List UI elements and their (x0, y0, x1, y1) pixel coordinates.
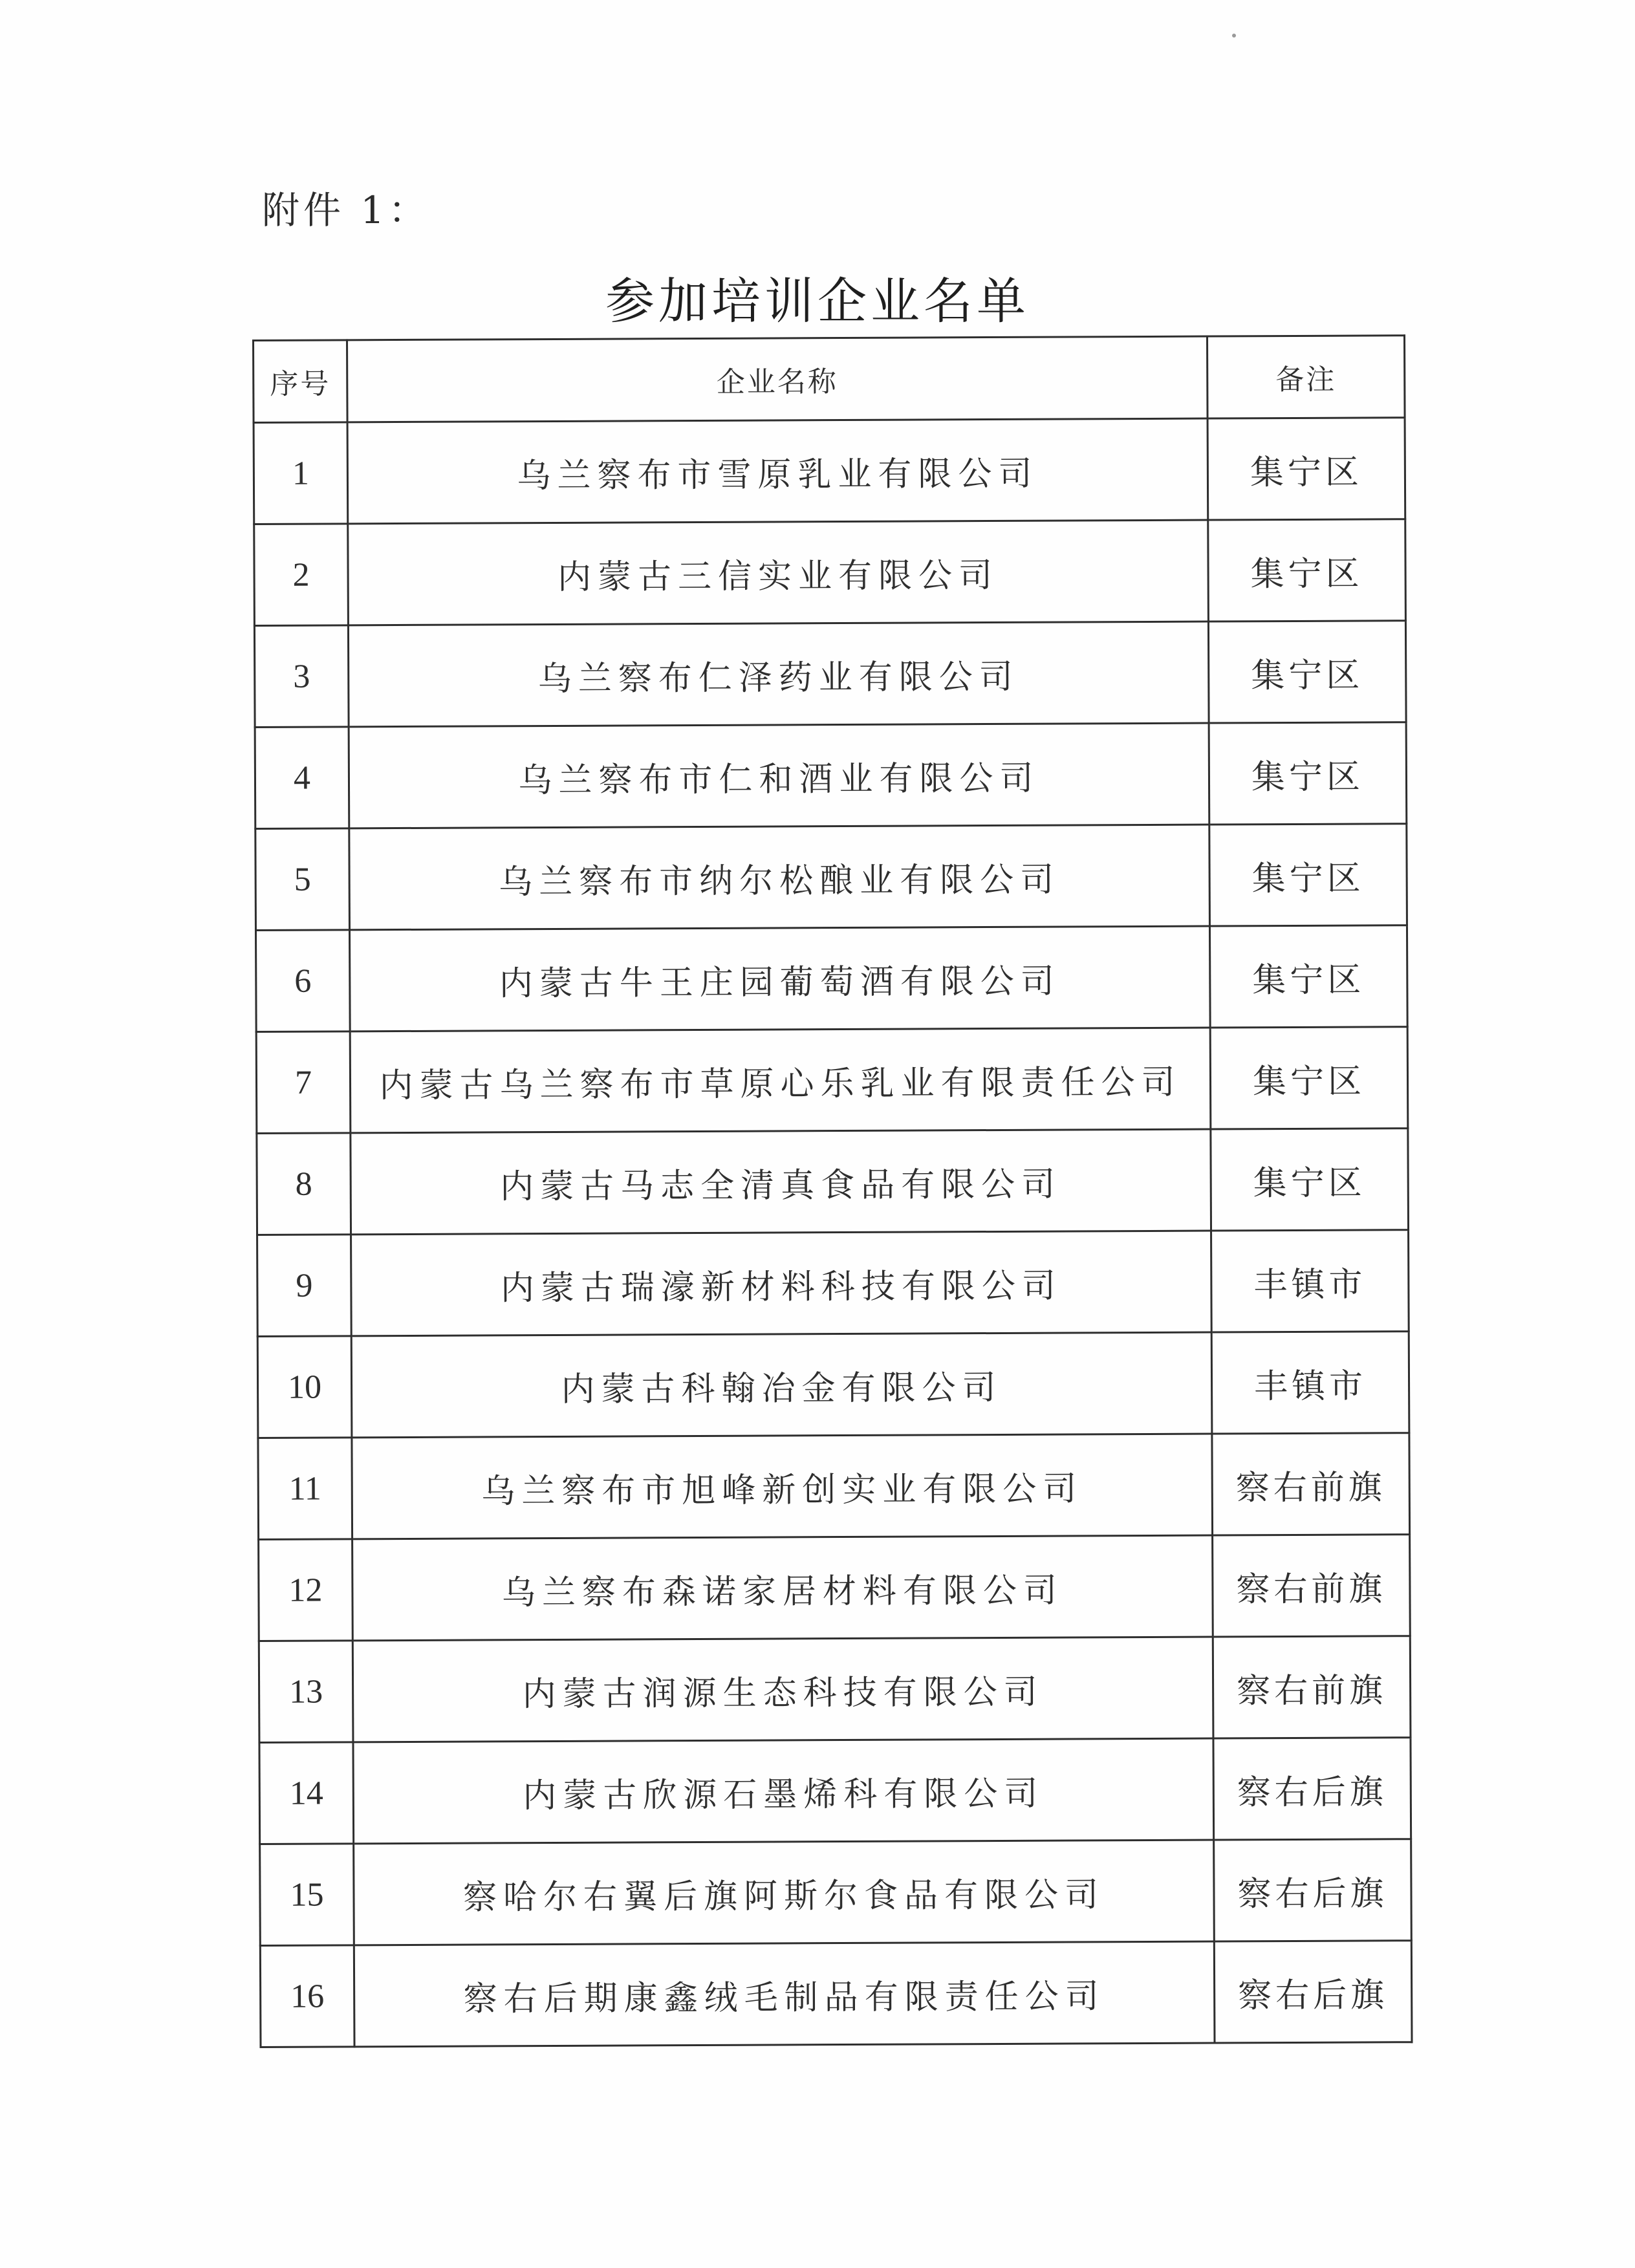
company-name: 内蒙古欣源石墨烯科有限公司 (353, 1738, 1214, 1844)
table-row (260, 1839, 1412, 1946)
remark: 察右前旗 (1213, 1636, 1411, 1738)
remark: 集宁区 (1207, 418, 1405, 520)
attachment-label: 附件 1： (262, 188, 430, 232)
row-index: 12 (259, 1539, 353, 1641)
remark: 察右前旗 (1213, 1535, 1411, 1637)
remark: 丰镇市 (1211, 1332, 1409, 1434)
row-index: 13 (259, 1641, 353, 1743)
scan-speck (1232, 34, 1236, 38)
remark: 集宁区 (1209, 925, 1407, 1028)
row-index: 16 (260, 1945, 354, 2047)
table-row (255, 925, 1407, 1032)
column-header-index: 序号 (254, 340, 348, 423)
remark: 集宁区 (1210, 1027, 1408, 1129)
table-row (259, 1636, 1411, 1743)
remark: 集宁区 (1209, 824, 1407, 926)
company-name: 乌兰察布市旭峰新创实业有限公司 (352, 1434, 1213, 1539)
row-index: 15 (260, 1844, 354, 1946)
company-name: 内蒙古科翰冶金有限公司 (351, 1332, 1212, 1438)
column-header-remark: 备注 (1207, 336, 1405, 418)
row-index: 3 (254, 625, 349, 728)
company-name: 乌兰察布森诺家居材料有限公司 (352, 1535, 1213, 1641)
row-index: 6 (255, 930, 350, 1032)
company-name: 乌兰察布市仁和酒业有限公司 (349, 723, 1209, 828)
table-row (254, 519, 1406, 626)
remark: 察右后旗 (1214, 1839, 1412, 1941)
row-index: 11 (258, 1438, 352, 1540)
company-name: 察右后期康鑫绒毛制品有限责任公司 (354, 1941, 1215, 2047)
table-row (255, 722, 1407, 829)
table-row (260, 1941, 1412, 2047)
row-index: 14 (259, 1742, 354, 1844)
table-row (257, 1230, 1409, 1337)
company-name: 内蒙古牛王庄园葡萄酒有限公司 (349, 926, 1210, 1031)
company-name: 察哈尔右翼后旗阿斯尔食品有限公司 (354, 1840, 1215, 1945)
row-index: 1 (254, 422, 348, 524)
remark: 察右后旗 (1214, 1941, 1412, 2043)
table-header-row (254, 336, 1405, 423)
company-name: 乌兰察布市雪原乳业有限公司 (347, 418, 1208, 524)
column-header-company: 企业名称 (347, 336, 1208, 422)
row-index: 2 (254, 524, 349, 626)
table-row (256, 1027, 1408, 1134)
table-row (257, 1332, 1409, 1438)
company-name: 乌兰察布市纳尔松酿业有限公司 (349, 825, 1210, 930)
table-row (254, 418, 1405, 524)
table-row (254, 621, 1406, 728)
remark: 集宁区 (1211, 1129, 1409, 1231)
company-name: 乌兰察布仁泽药业有限公司 (348, 621, 1209, 727)
table-row (257, 1129, 1409, 1235)
row-index: 4 (255, 727, 349, 829)
table-row (258, 1433, 1410, 1540)
remark: 丰镇市 (1211, 1230, 1409, 1332)
row-index: 5 (255, 828, 350, 931)
company-name: 内蒙古乌兰察布市草原心乐乳业有限责任公司 (350, 1028, 1211, 1133)
company-name: 内蒙古润源生态科技有限公司 (352, 1637, 1213, 1742)
enterprise-roster-table (252, 334, 1413, 2048)
table-row (259, 1535, 1411, 1641)
row-index: 8 (257, 1133, 351, 1235)
remark: 察右前旗 (1212, 1433, 1410, 1535)
table-row (255, 824, 1407, 931)
table-row (259, 1738, 1411, 1844)
remark: 集宁区 (1208, 621, 1406, 723)
remark: 集宁区 (1209, 722, 1407, 825)
row-index: 7 (256, 1031, 351, 1134)
company-name: 内蒙古马志全清真食品有限公司 (351, 1129, 1211, 1235)
roster-table-wrapper (252, 334, 1411, 2048)
company-name: 内蒙古三信实业有限公司 (348, 520, 1209, 625)
company-name: 内蒙古瑞濠新材料科技有限公司 (351, 1231, 1212, 1336)
remark: 集宁区 (1208, 519, 1406, 621)
row-index: 9 (257, 1235, 352, 1337)
remark: 察右后旗 (1213, 1738, 1411, 1840)
document-title: 参加培训企业名单 (605, 272, 1030, 330)
row-index: 10 (257, 1336, 352, 1438)
